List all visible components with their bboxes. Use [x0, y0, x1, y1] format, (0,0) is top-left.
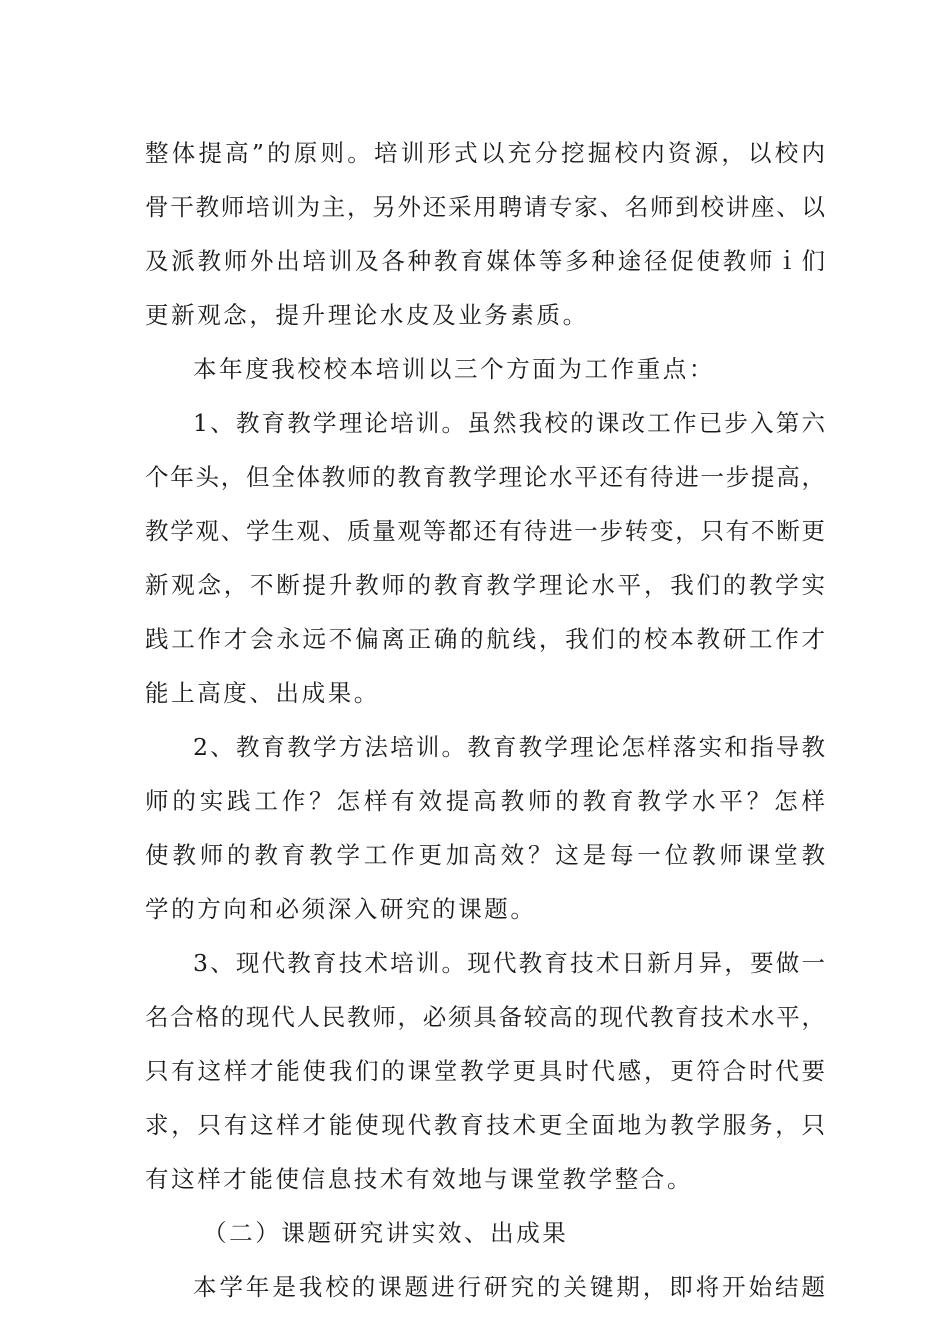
- paragraph-1-line-4: 更新观念，提升理论水皮及业务素质。: [145, 301, 589, 329]
- paragraph-1-line-1: 整体提高”的原则。培训形式以充分挖掘校内资源，以校内: [145, 139, 825, 167]
- paragraph-3-line-1: 1、教育教学理论培训。虽然我校的课改工作已步入第六: [193, 409, 825, 437]
- paragraph-5-line-5: 有这样才能使信息技术有效地与课堂教学整合。: [145, 1165, 694, 1193]
- paragraph-1-line-2: 骨干教师培训为主，另外还采用聘请专家、名师到校讲座、以: [145, 193, 825, 221]
- paragraph-3-line-4: 新观念，不断提升教师的教育教学理论水平，我们的教学实: [145, 571, 825, 599]
- paragraph-6-line-1: 本学年是我校的课题进行研究的关键期，即将开始结题: [193, 1273, 825, 1301]
- paragraph-3-line-6: 能上高度、出成果。: [145, 679, 380, 707]
- paragraph-5-line-4: 求，只有这样才能使现代教育技术更全面地为教学服务，只: [145, 1111, 825, 1139]
- paragraph-2-line-1: 本年度我校校本培训以三个方面为工作重点：: [193, 355, 715, 383]
- section-heading: （二）课题研究讲实效、出成果: [203, 1219, 569, 1247]
- paragraph-5-line-1: 3、现代教育技术培训。现代教育技术日新月异，要做一: [193, 949, 825, 977]
- paragraph-3-line-2: 个年头，但全体教师的教育教学理论水平还有待进一步提高，: [145, 463, 825, 491]
- paragraph-3-line-5: 践工作才会永远不偏离正确的航线，我们的校本教研工作才: [145, 625, 825, 653]
- paragraph-3-line-3: 教学观、学生观、质量观等都还有待进一步转变，只有不断更: [145, 517, 825, 545]
- paragraph-5-line-2: 名合格的现代人民教师，必须具备较高的现代教育技术水平，: [145, 1003, 825, 1031]
- paragraph-5-line-3: 只有这样才能使我们的课堂教学更具时代感，更符合时代要: [145, 1057, 825, 1085]
- paragraph-4-line-2: 师的实践工作？怎样有效提高教师的教育教学水平？怎样: [145, 787, 825, 815]
- paragraph-4-line-4: 学的方向和必须深入研究的课题。: [145, 895, 537, 923]
- paragraph-1-line-3: 及派教师外出培训及各种教育媒体等多种途径促使教师ｉ们: [145, 247, 825, 275]
- paragraph-4-line-1: 2、教育教学方法培训。教育教学理论怎样落实和指导教: [193, 733, 825, 761]
- paragraph-4-line-3: 使教师的教育教学工作更加高效？这是每一位教师课堂教: [145, 841, 825, 869]
